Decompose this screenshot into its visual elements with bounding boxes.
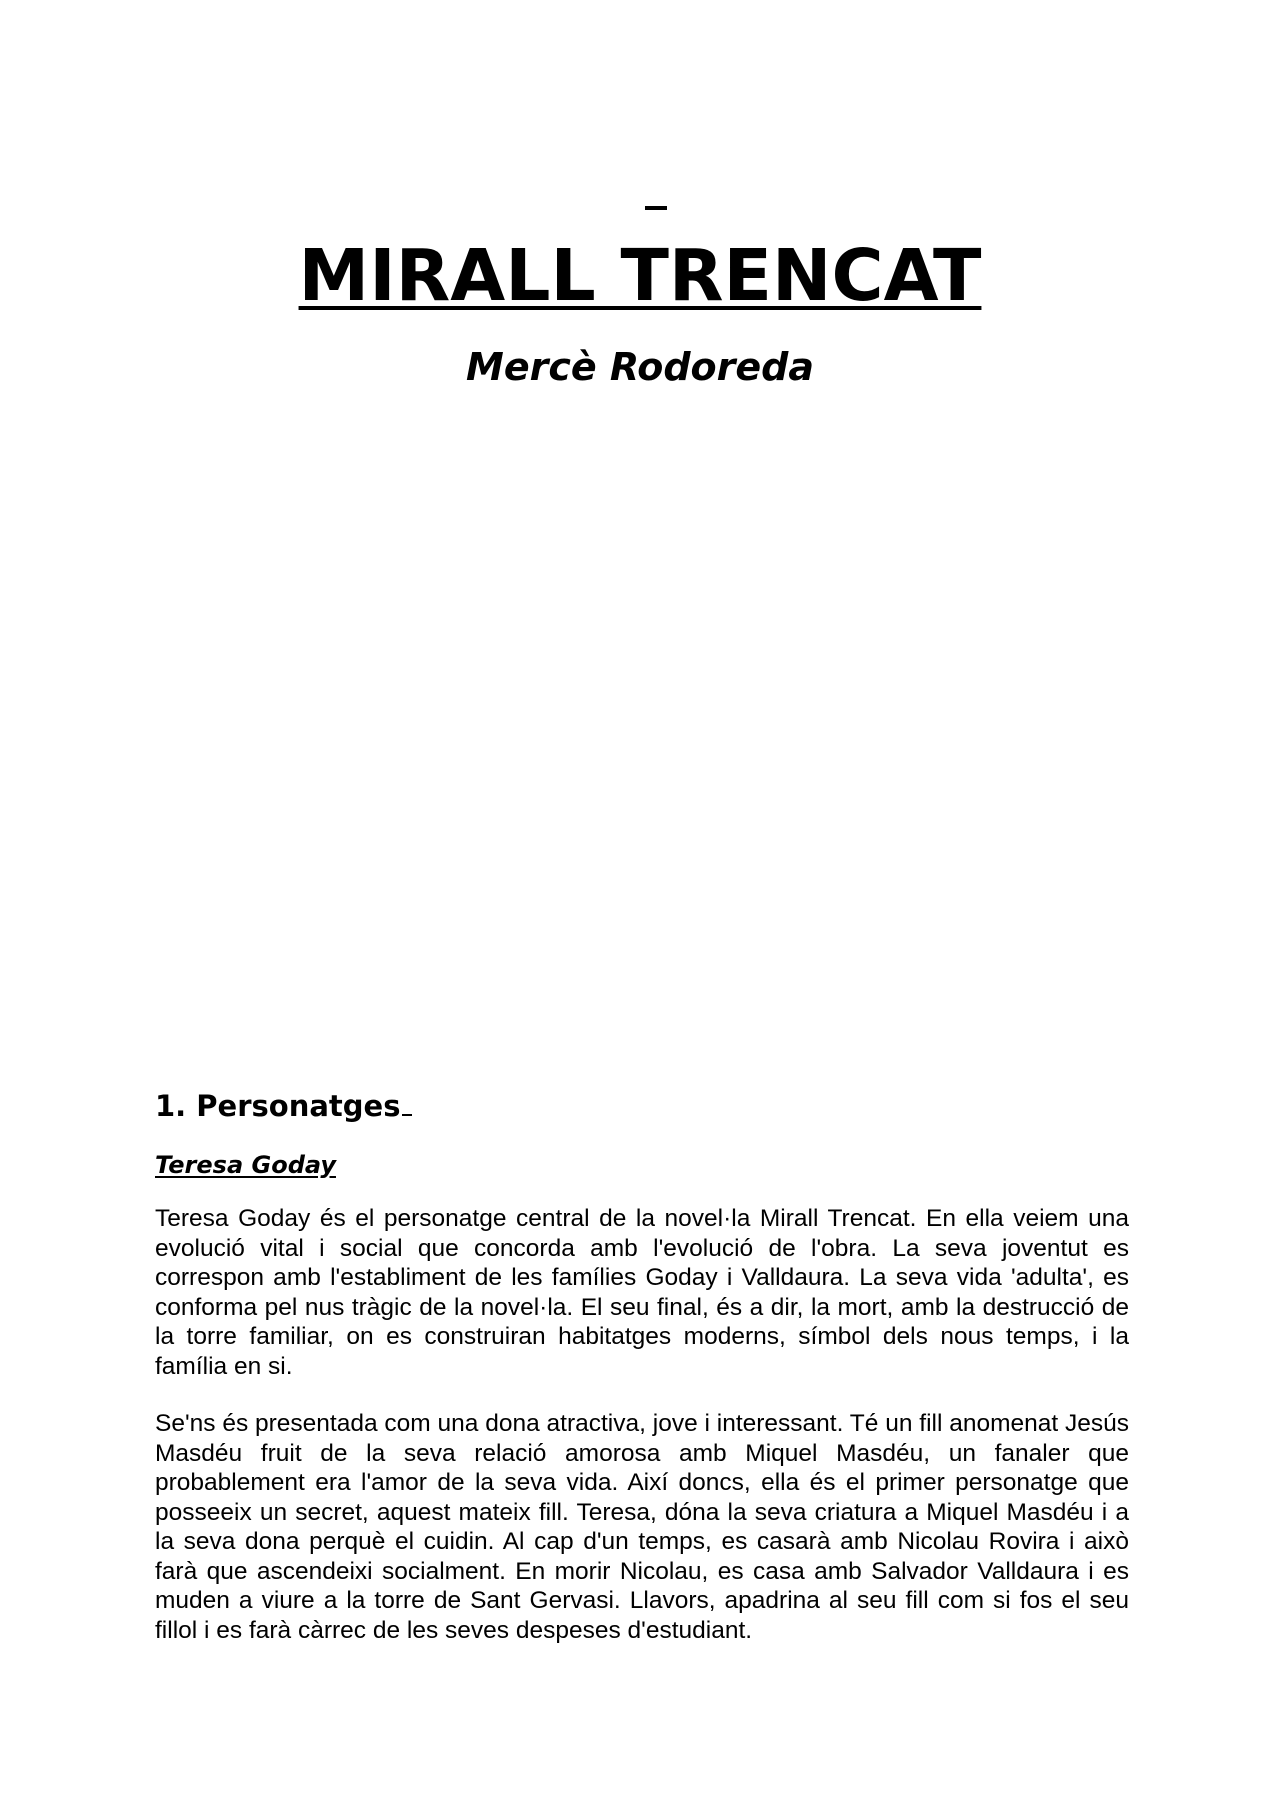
section-heading: [155, 1086, 412, 1126]
paragraph: Se'ns és presentada com una dona atractiva, jove i interessant. Té un fill anomenat Jesús Masdéu fruit de la seva relació amorosa amb Miquel Masdéu, un fanaler que probablement era l'amor de la seva vida. Així doncs, ella és el primer personatge que posseeix un secret, aquest mateix fill. Teresa, dóna la seva criatura a Miquel Masdéu i a la seva dona perquè el cuidin. Al cap d'un temps, es casarà amb Nicolau Rovira i això farà que ascendeixi socialment. En morir Nicolau, es casa amb Salvador Valldaura i es muden a viure a la torre de Sant Gervasi. Llavors, apadrina al seu fill com si fos el seu fillol i es farà càrrec de les seves despeses d'estudiant.: [155, 1410, 1129, 1644]
paragraph: Teresa Goday és el personatge central de la novel·la Mirall Trencat. En ella veiem una evolució vital i social que concorda amb l'evolució de l'obra. La seva joventut es correspon amb l'establiment de les famílies Goday i Valldaura. La seva vida 'adulta', es conforma pel nus tràgic de la novel·la. El seu final, és a dir, la mort, amb la destrucció de la torre familiar, on es construiran habitatges moderns, símbol dels nous temps, i la família en si.: [155, 1205, 1129, 1380]
document-title-text: MIRALL TRENCAT: [298, 234, 982, 317]
decorative-dash: [645, 206, 667, 210]
character-subheading: Teresa Goday: [155, 1151, 336, 1179]
section-heading-text: 1. Personatges: [155, 1089, 401, 1123]
heading-trailing-mark: [402, 1114, 412, 1116]
document-author: Mercè Rodoreda: [466, 345, 814, 389]
document-title: [0, 228, 1280, 324]
